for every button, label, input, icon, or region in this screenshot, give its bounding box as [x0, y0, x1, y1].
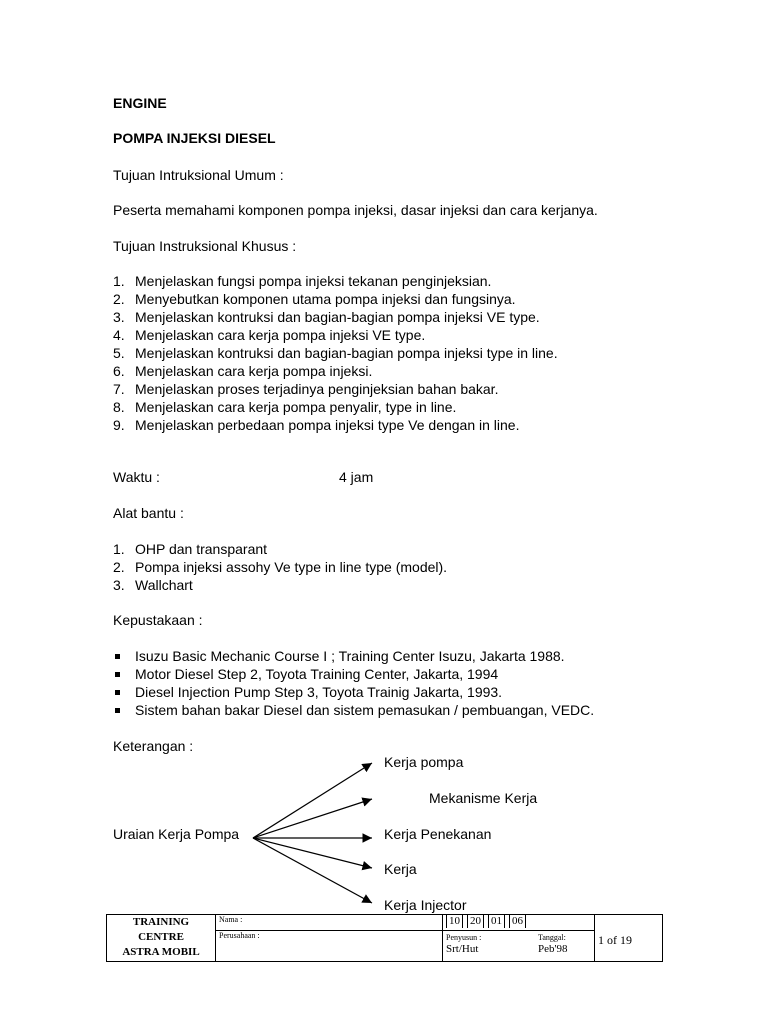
kepustakaan-label: Kepustakaan :	[113, 612, 203, 628]
diagram-target-kerja-injector: Kerja Injector	[384, 897, 467, 913]
nama-field: Nama :	[216, 915, 442, 931]
list-item: 5. Menjelaskan kontruksi dan bagian-bagian pompa injeksi type in line.	[113, 345, 558, 361]
list-item: 3. Wallchart	[113, 577, 193, 593]
document-title: ENGINE	[113, 95, 167, 111]
tik-label: Tujuan Instruksional Khusus :	[113, 238, 297, 254]
org-line: TRAINING	[132, 916, 190, 928]
code-boxes	[443, 915, 594, 931]
diagram-target-mekanisme-kerja: Mekanisme Kerja	[429, 790, 538, 806]
list-item: 2. Pompa injeksi assohy Ve type in line type (model).	[113, 559, 448, 575]
diagram-target-kerja: Kerja	[384, 861, 417, 877]
code-box: 01	[488, 915, 505, 928]
org-line: CENTRE	[138, 931, 184, 943]
list-item: 9. Menjelaskan perbedaan pompa injeksi type Ve dengan in line.	[113, 417, 520, 433]
arrow-to-mekanisme-kerja	[253, 799, 372, 838]
list-item: 7. Menjelaskan proses terjadinya penginjeksian bahan bakar.	[113, 381, 499, 397]
page-number: 1 of 19	[595, 915, 663, 962]
tanggal-label: Tanggal:	[538, 933, 566, 942]
alat-bantu-label: Alat bantu :	[113, 505, 184, 521]
org-line: ASTRA MOBIL	[122, 946, 200, 958]
list-item: Motor Diesel Step 2, Toyota Training Center, Jakarta, 1994	[113, 665, 594, 683]
penyusun-tanggal	[446, 931, 591, 961]
tanggal-value: Peb'98	[538, 943, 568, 955]
list-item: 6. Menjelaskan cara kerja pompa injeksi.	[113, 363, 373, 379]
diagram-target-kerja-pompa: Kerja pompa	[384, 754, 464, 770]
list-item: Sistem bahan bakar Diesel dan sistem pemasukan / pembuangan, VEDC.	[113, 701, 594, 719]
perusahaan-field: Perusahaan :	[219, 931, 260, 940]
org-cell	[107, 915, 216, 962]
list-item: Diesel Injection Pump Step 3, Toyota Trainig Jakarta, 1993.	[113, 683, 594, 701]
list-item: 4. Menjelaskan cara kerja pompa injeksi VE type.	[113, 327, 426, 343]
footer-table	[106, 914, 663, 962]
arrow-to-kerja-injector	[253, 838, 372, 903]
code-cell	[443, 915, 595, 962]
tiu-label: Tujuan Intruksional Umum :	[113, 167, 284, 183]
document-subtitle: POMPA INJEKSI DIESEL	[113, 130, 276, 146]
list-item: Isuzu Basic Mechanic Course I ; Training Center Isuzu, Jakarta 1988.	[113, 647, 594, 665]
list-item: 3. Menjelaskan kontruksi dan bagian-bagian pompa injeksi VE type.	[113, 309, 540, 325]
waktu-value: 4 jam	[339, 469, 374, 485]
code-box: 10	[446, 915, 463, 928]
list-item: 1. Menjelaskan fungsi pompa injeksi tekanan penginjeksian.	[113, 273, 492, 289]
arrow-to-kerja	[253, 838, 372, 868]
penyusun-value: Srt/Hut	[446, 943, 479, 955]
list-item: 8. Menjelaskan cara kerja pompa penyalir, type in line.	[113, 399, 457, 415]
tiu-text: Peserta memahami komponen pompa injeksi, dasar injeksi dan cara kerjanya.	[113, 202, 598, 218]
waktu-label: Waktu :	[113, 469, 160, 485]
code-box: 06	[509, 915, 526, 928]
diagram-source: Uraian Kerja Pompa	[113, 826, 240, 842]
list-item: 1. OHP dan transparant	[113, 541, 268, 557]
code-box: 20	[467, 915, 484, 928]
penyusun-label: Penyusun :	[446, 933, 482, 942]
keterangan-label: Keterangan :	[113, 738, 194, 754]
diagram-target-kerja-penekanan: Kerja Penekanan	[384, 826, 492, 842]
list-item: 2. Menyebutkan komponen utama pompa injeksi dan fungsinya.	[113, 291, 516, 307]
arrow-to-kerja-pompa	[253, 763, 372, 838]
identity-cell	[216, 915, 443, 962]
